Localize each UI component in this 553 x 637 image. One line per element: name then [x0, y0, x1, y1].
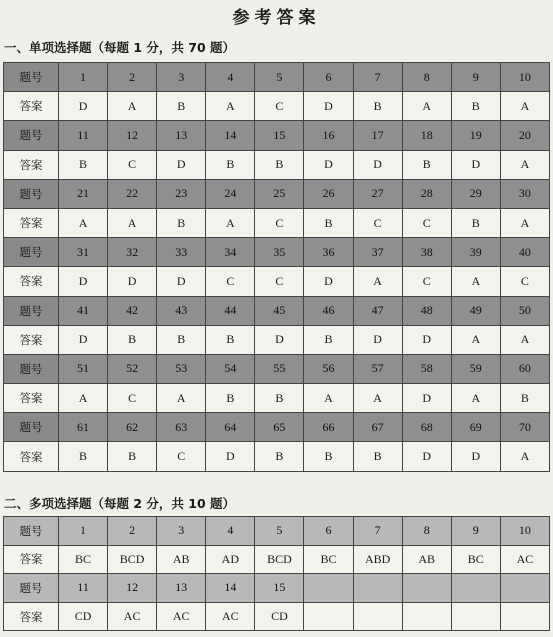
answer-cell: A	[59, 384, 108, 413]
question-number-cell: 48	[402, 296, 451, 325]
multiple-choice-table-body	[4, 517, 550, 631]
answer-cell: A	[402, 92, 451, 121]
answer-cell: C	[157, 442, 206, 471]
question-number-cell: 61	[59, 413, 108, 442]
question-number-cell: 12	[108, 121, 157, 150]
question-number-cell: 3	[157, 63, 206, 92]
answer-row	[4, 602, 550, 631]
answer-cell: A	[451, 325, 500, 354]
answer-cell: B	[206, 150, 255, 179]
question-number-cell: 21	[59, 179, 108, 208]
answer-cell: A	[500, 442, 549, 471]
question-number-cell: 35	[255, 238, 304, 267]
question-number-cell: 50	[500, 296, 549, 325]
row-label: 题号	[4, 238, 59, 267]
answer-cell: BCD	[108, 545, 157, 574]
answer-cell: CD	[255, 602, 304, 631]
answer-cell: D	[402, 442, 451, 471]
answer-cell: B	[59, 442, 108, 471]
row-label: 答案	[4, 384, 59, 413]
question-number-cell: 46	[304, 296, 353, 325]
question-number-cell: 2	[108, 63, 157, 92]
answer-row	[4, 325, 550, 354]
page-title: 参考答案	[232, 8, 321, 28]
answer-cell: A	[108, 92, 157, 121]
answer-cell: C	[255, 208, 304, 237]
question-number-cell: 43	[157, 296, 206, 325]
question-number-cell: 11	[59, 574, 108, 603]
question-number-cell: 17	[353, 121, 402, 150]
question-number-cell: 59	[451, 354, 500, 383]
question-number-row	[4, 517, 550, 546]
answer-cell	[451, 602, 500, 631]
question-number-cell: 51	[59, 354, 108, 383]
answer-cell: B	[108, 442, 157, 471]
answer-cell: B	[451, 92, 500, 121]
question-number-cell: 10	[500, 63, 549, 92]
answer-cell: C	[255, 92, 304, 121]
answer-cell: A	[353, 384, 402, 413]
answer-cell: B	[59, 150, 108, 179]
question-number-cell: 23	[157, 179, 206, 208]
question-number-cell: 36	[304, 238, 353, 267]
answer-cell: A	[500, 208, 549, 237]
question-number-cell: 66	[304, 413, 353, 442]
question-number-cell: 20	[500, 121, 549, 150]
question-number-cell: 14	[206, 121, 255, 150]
answer-cell: AC	[108, 602, 157, 631]
answer-cell: A	[451, 384, 500, 413]
question-number-cell: 64	[206, 413, 255, 442]
question-number-cell: 28	[402, 179, 451, 208]
answer-cell: A	[108, 208, 157, 237]
answer-cell: AD	[206, 545, 255, 574]
answer-cell: ABD	[353, 545, 402, 574]
multiple-choice-answer-table	[3, 516, 550, 631]
row-label: 题号	[4, 354, 59, 383]
question-number-cell: 24	[206, 179, 255, 208]
answer-cell: A	[500, 92, 549, 121]
answer-cell: C	[402, 267, 451, 296]
answer-cell: D	[206, 442, 255, 471]
section-multiple-choice-heading: 二、多项选择题（每题 2 分，共 10 题）	[4, 496, 236, 511]
question-number-cell: 32	[108, 238, 157, 267]
question-number-cell: 3	[157, 517, 206, 546]
answer-cell: D	[402, 384, 451, 413]
answer-cell	[304, 602, 353, 631]
question-number-row	[4, 354, 550, 383]
question-number-row	[4, 238, 550, 267]
row-label: 答案	[4, 602, 59, 631]
question-number-cell: 7	[353, 63, 402, 92]
answer-cell: D	[402, 325, 451, 354]
answer-cell: B	[157, 208, 206, 237]
answer-cell	[402, 602, 451, 631]
question-number-cell: 11	[59, 121, 108, 150]
answer-cell: B	[255, 384, 304, 413]
answer-cell: D	[304, 267, 353, 296]
answer-cell: C	[500, 267, 549, 296]
question-number-cell: 18	[402, 121, 451, 150]
question-number-cell: 5	[255, 517, 304, 546]
answer-cell: C	[255, 267, 304, 296]
question-number-cell: 12	[108, 574, 157, 603]
question-number-cell: 6	[304, 517, 353, 546]
question-number-cell: 10	[500, 517, 549, 546]
question-number-cell	[353, 574, 402, 603]
answer-row	[4, 267, 550, 296]
answer-cell: CD	[59, 602, 108, 631]
answer-cell: B	[157, 325, 206, 354]
answer-cell: B	[255, 150, 304, 179]
answer-cell: B	[206, 325, 255, 354]
answer-cell: C	[206, 267, 255, 296]
question-number-cell: 54	[206, 354, 255, 383]
answer-cell: D	[304, 150, 353, 179]
question-number-row	[4, 121, 550, 150]
answer-cell: AB	[402, 545, 451, 574]
question-number-cell: 57	[353, 354, 402, 383]
question-number-cell: 49	[451, 296, 500, 325]
row-label: 答案	[4, 150, 59, 179]
answer-cell: B	[353, 92, 402, 121]
question-number-cell: 1	[59, 63, 108, 92]
row-label: 答案	[4, 442, 59, 471]
question-number-cell: 7	[353, 517, 402, 546]
section-single-choice-heading: 一、单项选择题（每题 1 分，共 70 题）	[4, 40, 236, 55]
answer-cell: D	[353, 325, 402, 354]
row-label: 题号	[4, 179, 59, 208]
answer-cell: C	[353, 208, 402, 237]
question-number-cell: 60	[500, 354, 549, 383]
question-number-cell: 65	[255, 413, 304, 442]
answer-cell: B	[255, 442, 304, 471]
question-number-cell: 14	[206, 574, 255, 603]
question-number-cell: 19	[451, 121, 500, 150]
answer-cell: A	[157, 384, 206, 413]
answer-cell	[500, 602, 549, 631]
question-number-cell: 22	[108, 179, 157, 208]
question-number-cell: 67	[353, 413, 402, 442]
question-number-cell: 41	[59, 296, 108, 325]
question-number-cell: 37	[353, 238, 402, 267]
answer-cell: B	[304, 325, 353, 354]
question-number-cell: 42	[108, 296, 157, 325]
question-number-cell: 29	[451, 179, 500, 208]
answer-cell: B	[304, 208, 353, 237]
answer-cell: A	[59, 208, 108, 237]
answer-cell: BC	[59, 545, 108, 574]
answer-cell: BC	[304, 545, 353, 574]
question-number-cell: 69	[451, 413, 500, 442]
question-number-cell: 8	[402, 517, 451, 546]
question-number-row	[4, 63, 550, 92]
question-number-cell: 38	[402, 238, 451, 267]
answer-row	[4, 545, 550, 574]
question-number-row	[4, 574, 550, 603]
question-number-cell: 16	[304, 121, 353, 150]
row-label: 答案	[4, 325, 59, 354]
answer-cell: D	[451, 442, 500, 471]
answer-cell: D	[59, 325, 108, 354]
answer-cell: B	[500, 384, 549, 413]
answer-cell: A	[451, 267, 500, 296]
question-number-cell: 31	[59, 238, 108, 267]
question-number-cell: 56	[304, 354, 353, 383]
question-number-cell: 47	[353, 296, 402, 325]
question-number-cell: 45	[255, 296, 304, 325]
question-number-cell: 5	[255, 63, 304, 92]
answer-cell	[353, 602, 402, 631]
question-number-cell	[402, 574, 451, 603]
answer-cell: C	[108, 150, 157, 179]
question-number-cell	[451, 574, 500, 603]
row-label: 答案	[4, 545, 59, 574]
single-choice-table-body	[4, 63, 550, 472]
question-number-cell: 30	[500, 179, 549, 208]
row-label: 题号	[4, 121, 59, 150]
question-number-cell: 62	[108, 413, 157, 442]
question-number-cell: 70	[500, 413, 549, 442]
question-number-cell: 39	[451, 238, 500, 267]
question-number-cell: 44	[206, 296, 255, 325]
answer-cell: C	[108, 384, 157, 413]
answer-cell: B	[402, 150, 451, 179]
answer-row	[4, 442, 550, 471]
question-number-cell: 68	[402, 413, 451, 442]
question-number-cell: 9	[451, 63, 500, 92]
row-label: 题号	[4, 296, 59, 325]
answer-cell: C	[402, 208, 451, 237]
answer-cell: B	[108, 325, 157, 354]
question-number-cell: 15	[255, 574, 304, 603]
answer-cell: AC	[157, 602, 206, 631]
question-number-cell: 9	[451, 517, 500, 546]
answer-cell: D	[451, 150, 500, 179]
row-label: 题号	[4, 517, 59, 546]
answer-row	[4, 150, 550, 179]
question-number-cell: 1	[59, 517, 108, 546]
answer-row	[4, 208, 550, 237]
answer-cell: A	[353, 267, 402, 296]
answer-cell: AB	[157, 545, 206, 574]
question-number-cell: 33	[157, 238, 206, 267]
answer-cell: A	[304, 384, 353, 413]
question-number-cell: 63	[157, 413, 206, 442]
answer-cell: D	[59, 267, 108, 296]
answer-cell: D	[304, 92, 353, 121]
answer-cell: BCD	[255, 545, 304, 574]
row-label: 答案	[4, 208, 59, 237]
row-label: 答案	[4, 92, 59, 121]
answer-cell: B	[451, 208, 500, 237]
answer-cell: A	[206, 208, 255, 237]
question-number-cell: 58	[402, 354, 451, 383]
row-label: 题号	[4, 574, 59, 603]
answer-cell: D	[255, 325, 304, 354]
answer-cell: A	[206, 92, 255, 121]
question-number-cell: 4	[206, 517, 255, 546]
answer-cell: BC	[451, 545, 500, 574]
question-number-row	[4, 179, 550, 208]
answer-cell: B	[304, 442, 353, 471]
answer-cell: D	[108, 267, 157, 296]
answer-cell: D	[157, 150, 206, 179]
question-number-cell: 26	[304, 179, 353, 208]
question-number-cell: 53	[157, 354, 206, 383]
answer-cell: AC	[206, 602, 255, 631]
question-number-cell: 15	[255, 121, 304, 150]
answer-cell: B	[206, 384, 255, 413]
answer-cell: A	[500, 325, 549, 354]
answer-cell: D	[157, 267, 206, 296]
question-number-cell	[500, 574, 549, 603]
answer-cell: AC	[500, 545, 549, 574]
answer-row	[4, 92, 550, 121]
question-number-cell: 6	[304, 63, 353, 92]
question-number-cell: 40	[500, 238, 549, 267]
question-number-cell: 27	[353, 179, 402, 208]
answer-row	[4, 384, 550, 413]
single-choice-answer-table	[3, 62, 550, 472]
question-number-cell	[304, 574, 353, 603]
answer-cell: D	[353, 150, 402, 179]
question-number-cell: 13	[157, 574, 206, 603]
answer-cell: D	[59, 92, 108, 121]
row-label: 题号	[4, 413, 59, 442]
question-number-cell: 25	[255, 179, 304, 208]
question-number-cell: 2	[108, 517, 157, 546]
question-number-cell: 8	[402, 63, 451, 92]
question-number-cell: 13	[157, 121, 206, 150]
question-number-cell: 4	[206, 63, 255, 92]
question-number-row	[4, 296, 550, 325]
question-number-cell: 55	[255, 354, 304, 383]
row-label: 题号	[4, 63, 59, 92]
question-number-cell: 52	[108, 354, 157, 383]
answer-cell: B	[353, 442, 402, 471]
question-number-row	[4, 413, 550, 442]
row-label: 答案	[4, 267, 59, 296]
answer-cell: A	[500, 150, 549, 179]
question-number-cell: 34	[206, 238, 255, 267]
answer-cell: B	[157, 92, 206, 121]
